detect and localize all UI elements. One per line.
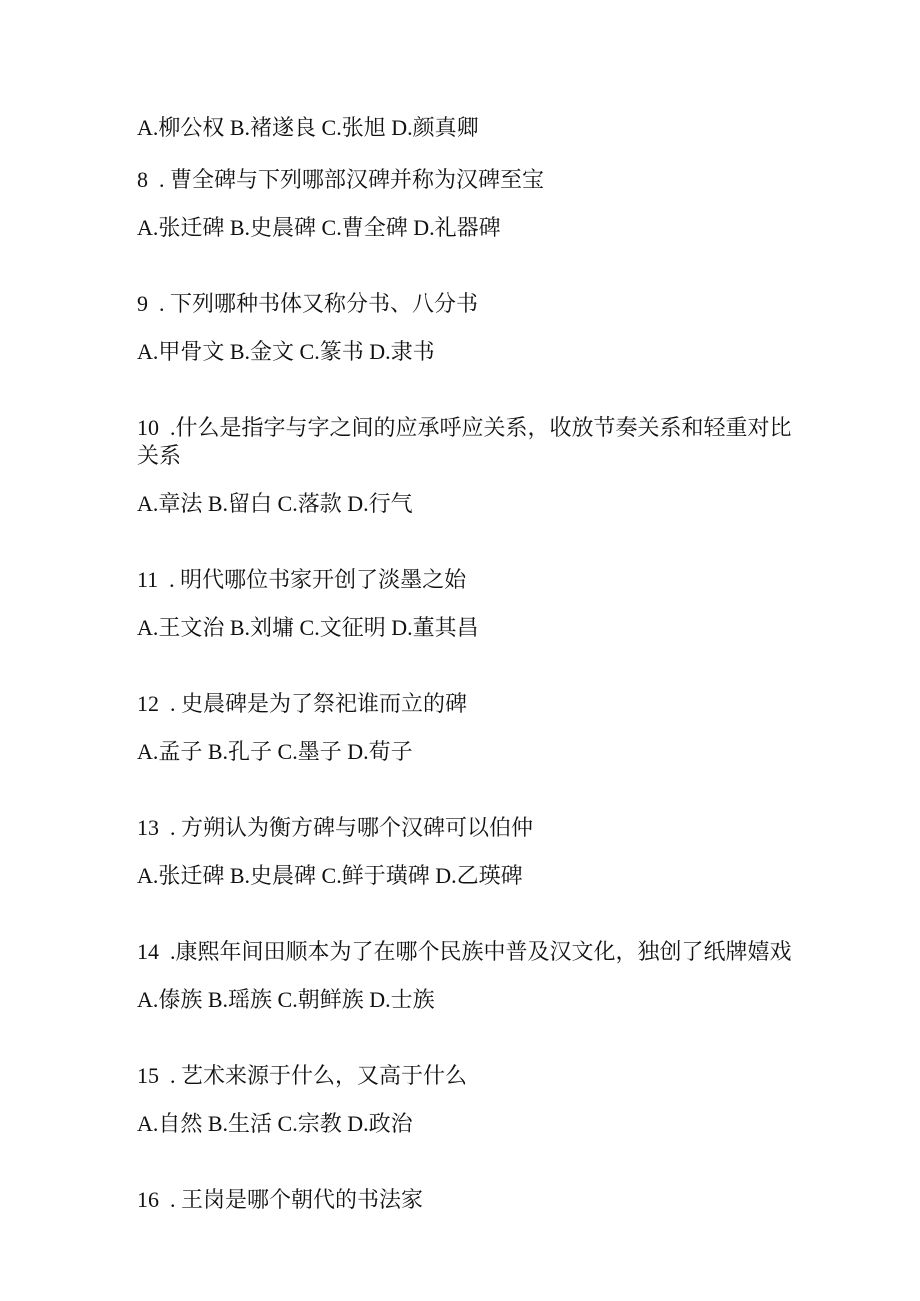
question-block-9 (137, 290, 810, 366)
question-text: 8 . 曹全碑与下列哪部汉碑并称为汉碑至宝 (137, 167, 545, 192)
question-options: A.甲骨文 B.金文 C.篆书 D.隶书 (137, 339, 435, 364)
question-text: 13 . 方朔认为衡方碑与哪个汉碑可以伯仲 (137, 815, 534, 840)
question-options: A.张迁碑 B.史晨碑 C.曹全碑 D.礼器碑 (137, 215, 501, 240)
question-options: A.张迁碑 B.史晨碑 C.鲜于璜碑 D.乙瑛碑 (137, 863, 523, 888)
question-block-12 (137, 690, 810, 766)
question-block-10 (137, 414, 810, 518)
question-block-16 (137, 1186, 810, 1214)
question-options: A.章法 B.留白 C.落款 D.行气 (137, 491, 413, 516)
question-text: 11 . 明代哪位书家开创了淡墨之始 (137, 567, 467, 592)
question-block-14 (137, 938, 810, 1014)
question-options: A.自然 B.生活 C.宗教 D.政治 (137, 1111, 413, 1136)
question-text: 15 . 艺术来源于什么，又高于什么 (137, 1063, 468, 1088)
question-block-8 (137, 166, 810, 242)
question-block-15 (137, 1062, 810, 1138)
question-text: 9 . 下列哪种书体又称分书、八分书 (137, 291, 479, 316)
question-block-11 (137, 566, 810, 642)
question-text: 12 . 史晨碑是为了祭祀谁而立的碑 (137, 691, 468, 716)
question-options: A.孟子 B.孔子 C.墨子 D.荀子 (137, 739, 413, 764)
question-options: A.王文治 B.刘墉 C.文征明 D.董其昌 (137, 615, 479, 640)
question-text: 14 .康熙年间田顺本为了在哪个民族中普及汉文化，独创了纸牌嬉戏 (137, 939, 792, 964)
question-text: 10 .什么是指字与字之间的应承呼应关系，收放节奏关系和轻重对比关系 (137, 415, 792, 468)
question-block-13 (137, 814, 810, 890)
question-options: A.傣族 B.瑶族 C.朝鲜族 D.士族 (137, 987, 435, 1012)
orphan-options-line: A.柳公权 B.褚遂良 C.张旭 D.颜真卿 (137, 115, 479, 140)
question-text: 16 . 王岗是哪个朝代的书法家 (137, 1187, 424, 1212)
